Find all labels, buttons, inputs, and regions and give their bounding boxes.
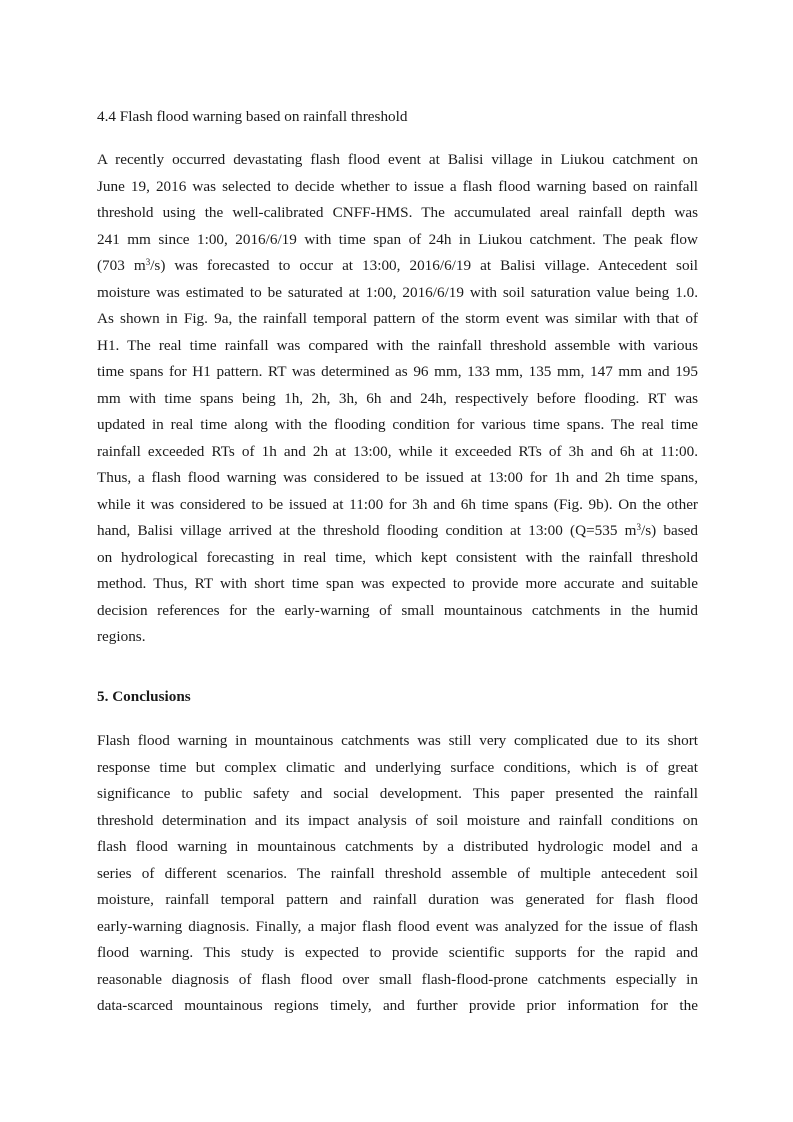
text-line: series of different scenarios. The rainfall threshold assemble of multiple antecedent soil bbox=[97, 864, 698, 882]
text-line: regions. bbox=[97, 628, 146, 645]
text-line: rainfall exceeded RTs of 1h and 2h at 13:00, while it exceeded RTs of 3h and 6h at 11:00. bbox=[97, 442, 698, 460]
text-line: response time but complex climatic and underlying surface conditions, which is of great bbox=[97, 758, 698, 776]
superscript: 3 bbox=[145, 257, 151, 267]
superscript: 3 bbox=[636, 522, 641, 532]
text-line: As shown in Fig. 9a, the rainfall temporal pattern of the storm event was similar with that of bbox=[97, 310, 698, 327]
text-line: significance to public safety and social development. This paper presented the rainfall bbox=[97, 785, 698, 802]
text-line: threshold determination and its impact analysis of soil moisture and rainfall conditions on bbox=[97, 811, 698, 829]
text-line: time spans for H1 pattern. RT was determined as 96 mm, 133 mm, 135 mm, 147 mm and 195 bbox=[97, 363, 698, 380]
body-paragraph-conclusions bbox=[97, 728, 698, 1020]
text-line: 241 mm since 1:00, 2016/6/19 with time span of 24h in Liukou catchment. The peak flow bbox=[97, 230, 698, 248]
text-run: hand, Balisi village arrived at the threshold flooding condition at 13:00 (Q=535 m bbox=[97, 522, 637, 539]
text-line: June 19, 2016 was selected to decide whether to issue a flash flood warning based on rainfall bbox=[97, 177, 698, 195]
text-line: while it was considered to be issued at 11:00 for 3h and 6h time spans (Fig. 9b). On the other bbox=[97, 495, 698, 513]
text-run: /s) was forecasted to occur at 13:00, 2016/6/19 at Balisi village. Antecedent soil bbox=[150, 257, 698, 274]
text-line: flash flood warning in mountainous catchments by a distributed hydrologic model and a bbox=[97, 838, 698, 855]
section-heading: 5. Conclusions bbox=[97, 688, 191, 705]
text-line: Thus, a flash flood warning was considered to be issued at 13:00 for 1h and 2h time spans, bbox=[97, 469, 698, 486]
text-line: A recently occurred devastating flash flood event at Balisi village in Liukou catchment on bbox=[97, 151, 698, 168]
text-line: early-warning diagnosis. Finally, a major flash flood event was analyzed for the issue of flash bbox=[97, 917, 698, 935]
text-line: updated in real time along with the flooding condition for various time spans. The real time bbox=[97, 416, 698, 433]
text-line: mm with time spans being 1h, 2h, 3h, 6h and 24h, respectively before flooding. RT was bbox=[97, 389, 698, 407]
text-run: (703 m bbox=[97, 257, 146, 274]
text-line: method. Thus, RT with short time span was expected to provide more accurate and suitable bbox=[97, 575, 698, 592]
text-line bbox=[97, 253, 698, 280]
text-line: threshold using the well-calibrated CNFF-HMS. The accumulated areal rainfall depth was bbox=[97, 204, 698, 221]
text-line: moisture was estimated to be saturated at 1:00, 2016/6/19 with soil saturation value being 1.0. bbox=[97, 283, 698, 301]
text-line: Flash flood warning in mountainous catchments was still very complicated due to its short bbox=[97, 732, 698, 749]
text-line bbox=[97, 518, 698, 545]
body-paragraph-flash-flood-warning bbox=[97, 147, 698, 651]
text-line: decision references for the early-warning of small mountainous catchments in the humid bbox=[97, 601, 698, 619]
text-line: reasonable diagnosis of flash flood over small flash-flood-prone catchments especially in bbox=[97, 970, 698, 988]
text-line: moisture, rainfall temporal pattern and rainfall duration was generated for flash flood bbox=[97, 891, 698, 908]
text-line: flood warning. This study is expected to provide scientific supports for the rapid and bbox=[97, 944, 698, 961]
text-run: /s) based bbox=[640, 522, 698, 539]
text-line: on hydrological forecasting in real time, which kept consistent with the rainfall threshold bbox=[97, 548, 698, 566]
text-line: data-scarced mountainous regions timely, and further provide prior information for the bbox=[97, 997, 698, 1014]
text-line: H1. The real time rainfall was compared with the rainfall threshold assemble with various bbox=[97, 336, 698, 354]
subsection-heading: 4.4 Flash flood warning based on rainfall threshold bbox=[97, 108, 408, 125]
